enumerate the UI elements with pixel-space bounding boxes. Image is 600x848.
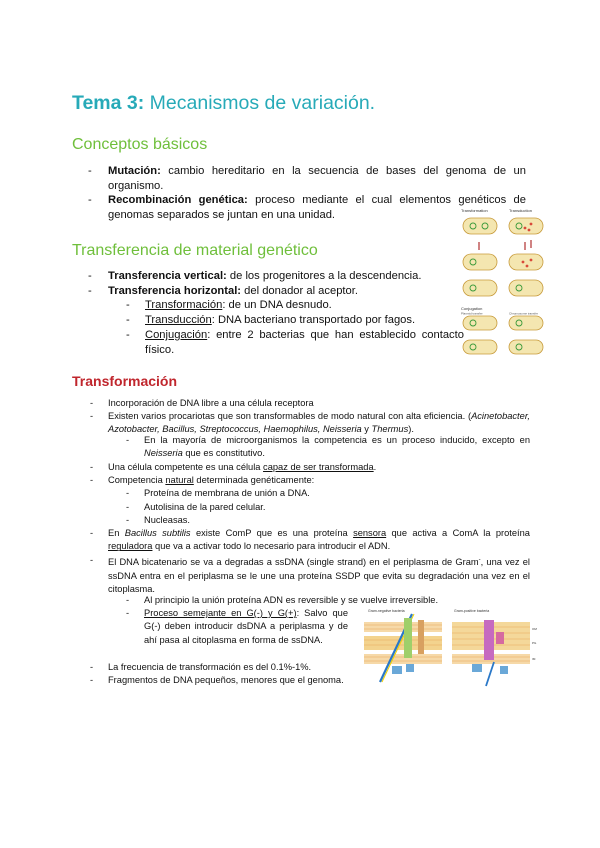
bullet-t5: - En Bacillus subtilis existe ComP que es una proteína sensora que activa a ComA la proteína reguladora que va a activar todo lo necesario para introducir el ADN. <box>90 528 530 552</box>
sub-proceso-semejante: - Proceso semejante en G(-) y G(+): Salvo que G(-) deben introducir dsDNA a periplasma y de ahí pasa al citoplasma en forma de ssDNA. <box>126 608 348 645</box>
bullet-mutacion: - Mutación: cambio hereditario en la secuencia de bases del genoma de un organismo. <box>88 165 526 192</box>
sub-conjugacion: - Conjugación: entre 2 bacterias que han establecido contacto físico. <box>126 329 464 356</box>
bullet-t2: - Existen varios procariotas que son transformables de modo natural con alta eficiencia. (Acinetobacter, Azotobacter, Bacillus, Streptococcus, Haemophilus, Neisseria y Thermus). <box>90 411 530 435</box>
fig-label-conjugation: Conjugation <box>461 306 483 311</box>
sub-transduccion: - Transducción: DNA bacteriano transportado por fagos. <box>126 314 416 326</box>
section-heading-transferencia: Transferencia de material genético <box>72 242 318 259</box>
sub-nucleasas: - Nucleasas. <box>126 515 190 525</box>
bullet-t1: - Incorporación de DNA libre a una célula receptora <box>90 398 314 408</box>
membrane-left <box>364 614 442 682</box>
fig-label-plasmid: Plasmid transfer <box>461 311 483 316</box>
fig-label-pg: PG <box>532 641 537 645</box>
bullet-t6: - El DNA bicatenario se va a degradas a ssDNA (single strand) en el periplasma de Gram-, una vez el ssDNA entra en el periplasma se le une una proteína SSDP que evita su degradación una vez en el citoplasma. <box>90 555 530 594</box>
sub-union-reversible: - Al principio la unión proteína ADN es reversible y se vuelve irreversible. <box>126 595 439 605</box>
fig-label-im: IM <box>532 657 536 661</box>
bullet-t3: - Una célula competente es una célula capaz de ser transformada. <box>90 462 377 472</box>
bullet-horizontal: - Transferencia horizontal: del donador al aceptor. <box>88 285 358 297</box>
figure-membrane-transformation <box>360 606 538 692</box>
bullet-t7: - La frecuencia de transformación es del 0.1%-1%. <box>90 662 312 672</box>
fig-label-transduction: Transduction <box>509 208 532 213</box>
bullet-t8: - Fragmentos de DNA pequeños, menores que el genoma. <box>90 675 344 685</box>
section-heading-conceptos: Conceptos básicos <box>72 136 208 153</box>
bullet-vertical: - Transferencia vertical: de los progenitores a la descendencia. <box>88 270 422 282</box>
fig-label-gram-neg: Gram-negative bacteria <box>368 609 405 613</box>
fig-label-chromosome: Chromosome transfer <box>509 311 539 316</box>
sub-autolisina: - Autolisina de la pared celular. <box>126 502 266 512</box>
section-heading-transformacion: Transformación <box>72 373 178 389</box>
sub-proteina-membrana: - Proteína de membrana de unión a DNA. <box>126 488 310 498</box>
page-title: Tema 3: Mecanismos de variación. <box>72 92 376 114</box>
bullet-recombinacion: - Recombinación genética: proceso mediante el cual elementos genéticos de genomas separados se juntan en una unidad. <box>88 194 527 221</box>
fig-label-gram-pos: Gram-positive bacteria <box>454 609 490 613</box>
sub-competencia-inducida: - En la mayoría de microorganismos la competencia es un proceso inducido, excepto en Neisseria que es constitutivo. <box>126 435 530 459</box>
fig-label-transformation: Transformation <box>461 208 488 213</box>
sub-transformacion: - Transformación: de un DNA desnudo. <box>126 299 332 311</box>
fig-label-om: OM <box>532 627 537 631</box>
bullet-t4: - Competencia natural determinada genéticamente: <box>90 475 315 485</box>
figure-gene-transfer <box>459 206 549 360</box>
membrane-right <box>452 620 530 686</box>
